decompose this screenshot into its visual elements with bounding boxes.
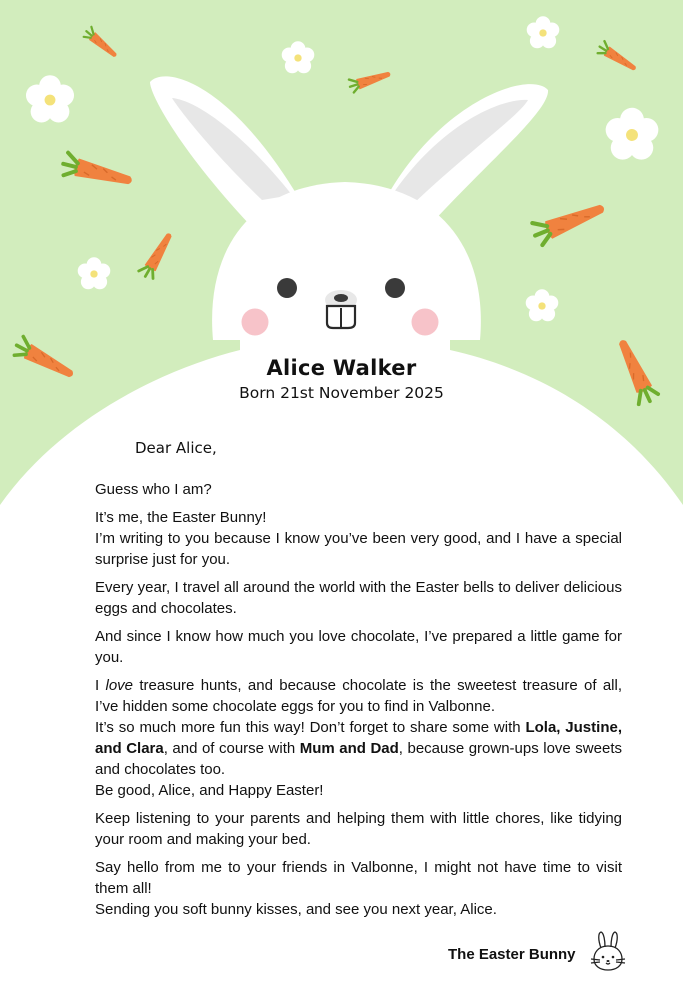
- paragraph: I’m writing to you because I know you’ve been very good, and I have a special surprise just for you.: [95, 530, 622, 568]
- paragraph: It’s me, the Easter Bunny!: [95, 509, 267, 526]
- paragraph: Sending you soft bunny kisses, and see you next year, Alice.: [95, 901, 497, 918]
- bunny-snout: [325, 290, 357, 328]
- greeting: Dear Alice,: [135, 439, 217, 457]
- letter-body: [95, 479, 622, 927]
- paragraph: It’s so much more fun this way! Don’t forget to share some with Lola, Justine, and Clara, and of course with Mum and Dad, because grown-ups love sweets and chocolates too.: [95, 719, 622, 778]
- cheek-left: [242, 309, 269, 336]
- birth-date: Born 21st November 2025: [239, 384, 444, 402]
- paragraph: Be good, Alice, and Happy Easter!: [95, 782, 324, 799]
- emphasis-love: love: [105, 677, 134, 694]
- eye-right: [385, 278, 405, 298]
- paragraph: Keep listening to your parents and helping them with little chores, like tidying your room and making your bed.: [95, 810, 622, 848]
- bold-parents: Mum and Dad: [299, 740, 399, 757]
- bunny-face-icon: [588, 930, 628, 972]
- paragraph: I love treasure hunts, and because chocolate is the sweetest treasure of all, I’ve hidden some chocolate eggs for you to find in Valbonne.: [95, 677, 622, 715]
- eye-left: [277, 278, 297, 298]
- cheek-right: [412, 309, 439, 336]
- paragraph: Guess who I am?: [95, 481, 212, 498]
- paragraph: Every year, I travel all around the world with the Easter bells to deliver delicious eggs and chocolates.: [95, 579, 622, 617]
- paragraph: And since I know how much you love chocolate, I’ve prepared a little game for you.: [95, 628, 622, 666]
- signature: The Easter Bunny: [448, 946, 576, 963]
- paragraph: Say hello from me to your friends in Valbonne, I might not have time to visit them all!: [95, 859, 622, 897]
- bold-friends: Lola, Justine, and Clara: [95, 719, 622, 757]
- child-name: Alice Walker: [266, 356, 417, 380]
